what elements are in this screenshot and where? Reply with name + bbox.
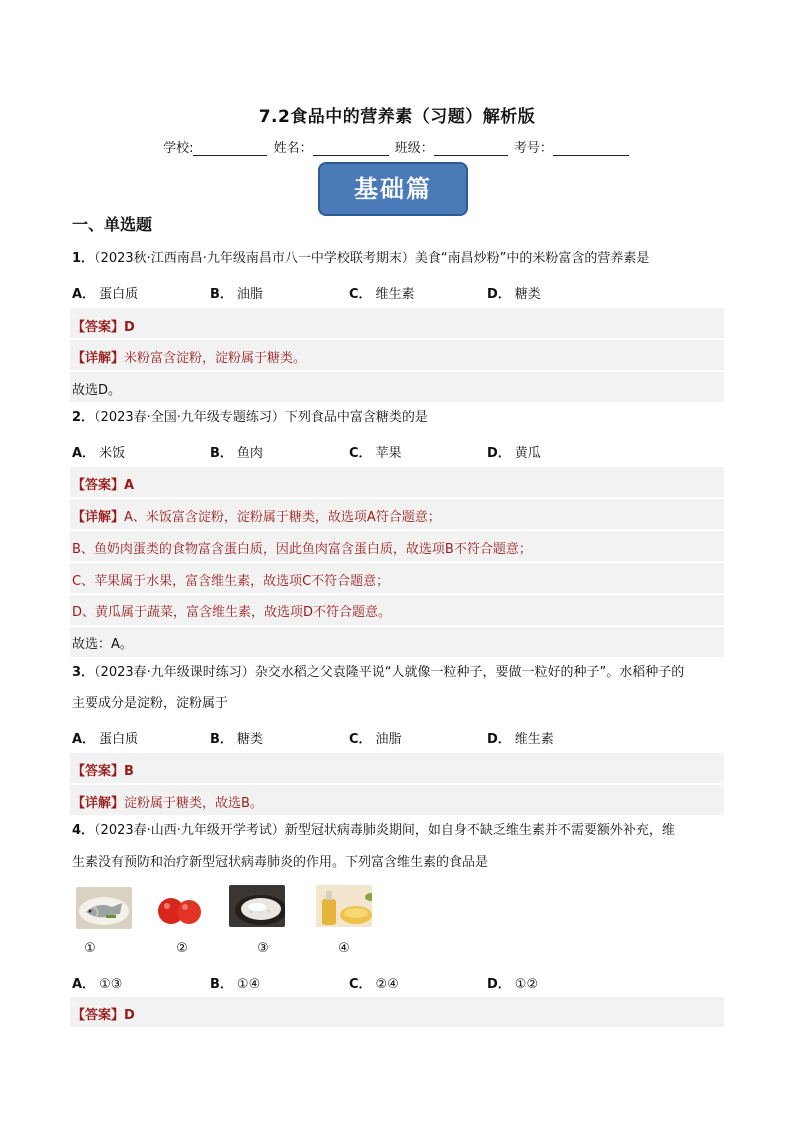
question-number: 2． [72,410,95,425]
answer-value: D [124,320,135,335]
detail-conclusion: 故选：A。 [72,637,133,652]
school-label: 学校: [163,141,194,156]
question-4-options [72,973,724,992]
image-label-3: ③ [257,941,269,956]
question-1-options [72,283,724,302]
option-b[interactable]: B． 糖类 [210,732,263,747]
question-stem: 下列食品中富含糖类的是 [284,410,428,425]
option-c[interactable]: C． 油脂 [349,732,402,747]
question-stem-continued: 生素没有预防和治疗新型冠状病毒肺炎的作用。下列富含维生素的食品是 [72,855,489,870]
question-source: （2023春·九年级课时练习） [94,665,255,680]
option-a[interactable]: A． ①③ [72,977,123,992]
answer-line: 【答案】D [72,1008,135,1023]
question-number: 3． [72,665,95,680]
class-field[interactable] [434,141,508,156]
option-b[interactable]: B． 鱼肉 [210,446,263,461]
name-label: 姓名： [273,141,313,156]
detail-text: D、黄瓜属于蔬菜，富含维生素，故选项D不符合题意。 [72,605,392,620]
question-stem: 美食“南昌炒粉”中的米粉富含的营养素是 [414,251,650,266]
option-a[interactable]: A． 蛋白质 [72,732,139,747]
answer-value: B [124,764,134,779]
option-d[interactable]: D． 黄瓜 [487,446,541,461]
detail-text: 淀粉属于糖类，故选B。 [124,796,263,811]
option-c[interactable]: C． ②④ [349,977,399,992]
question-2-options [72,442,724,461]
question-stem: 杂交水稻之父袁隆平说“人就像一粒种子，要做一粒好的种子”。水稻种子的 [254,665,685,680]
exam-no-field[interactable] [553,141,629,156]
student-info-line [0,137,794,156]
answer-line: 【答案】B [72,764,134,779]
question-4 [72,823,724,839]
option-b[interactable]: B． ①④ [210,977,261,992]
detail-line: 【详解】米粉富含淀粉，淀粉属于糖类。 [72,351,307,366]
answer-value: A [124,478,135,493]
question-stem: 新型冠状病毒肺炎期间，如自身不缺乏维生素并不需要额外补充，维 [284,823,675,838]
detail-line: 【详解】淀粉属于糖类，故选B。 [72,796,263,811]
answer-line: 【答案】A [72,478,135,493]
question-3-options [72,728,724,747]
option-b[interactable]: B． 油脂 [210,287,263,302]
level-badge: 基础篇 [318,162,468,216]
question-stem-continued: 主要成分是淀粉，淀粉属于 [72,696,229,711]
option-d[interactable]: D． ①② [487,977,539,992]
question-number: 1． [72,251,95,266]
question-source: （2023秋·江西南昌·九年级南昌市八一中学校联考期末） [94,251,415,266]
cooking-oil-icon [316,885,372,927]
question-3 [72,665,724,681]
rice-bowl-icon [229,885,285,927]
detail-text: A、米饭富含淀粉，淀粉属于糖类，故选项A符合题意； [124,510,441,525]
class-label: 班级： [394,141,434,156]
answer-value: D [124,1008,135,1023]
page-title: 7.2食品中的营养素（习题）解析版 [258,107,536,127]
image-label-4: ④ [338,941,350,956]
tomato-icon [151,887,207,929]
image-label-1: ① [84,941,96,956]
detail-conclusion: 故选D。 [72,383,122,398]
question-1 [72,251,724,267]
option-d[interactable]: D． 糖类 [487,287,541,302]
fish-dish-icon [76,887,132,929]
question-source: （2023春·全国·九年级专题练习） [94,410,285,425]
option-a[interactable]: A． 蛋白质 [72,287,139,302]
detail-line: 【详解】A、米饭富含淀粉，淀粉属于糖类，故选项A符合题意； [72,510,441,525]
option-c[interactable]: C． 苹果 [349,446,402,461]
option-d[interactable]: D． 维生素 [487,732,554,747]
image-label-2: ② [176,941,188,956]
detail-text: B、鱼奶肉蛋类的食物富含蛋白质，因此鱼肉富含蛋白质，故选项B不符合题意； [72,542,532,557]
question-2 [72,410,724,426]
question-number: 4． [72,823,95,838]
exam-no-label: 考号： [513,141,553,156]
section-title: 一、单选题 [72,215,153,234]
detail-text: C、苹果属于水果，富含维生素，故选项C不符合题意； [72,574,390,589]
option-c[interactable]: C． 维生素 [349,287,415,302]
question-source: （2023春·山西·九年级开学考试） [94,823,285,838]
answer-line: 【答案】D [72,320,135,335]
school-field[interactable] [193,141,267,156]
option-a[interactable]: A． 米饭 [72,446,126,461]
detail-text: 米粉富含淀粉，淀粉属于糖类。 [124,351,307,366]
name-field[interactable] [313,141,389,156]
